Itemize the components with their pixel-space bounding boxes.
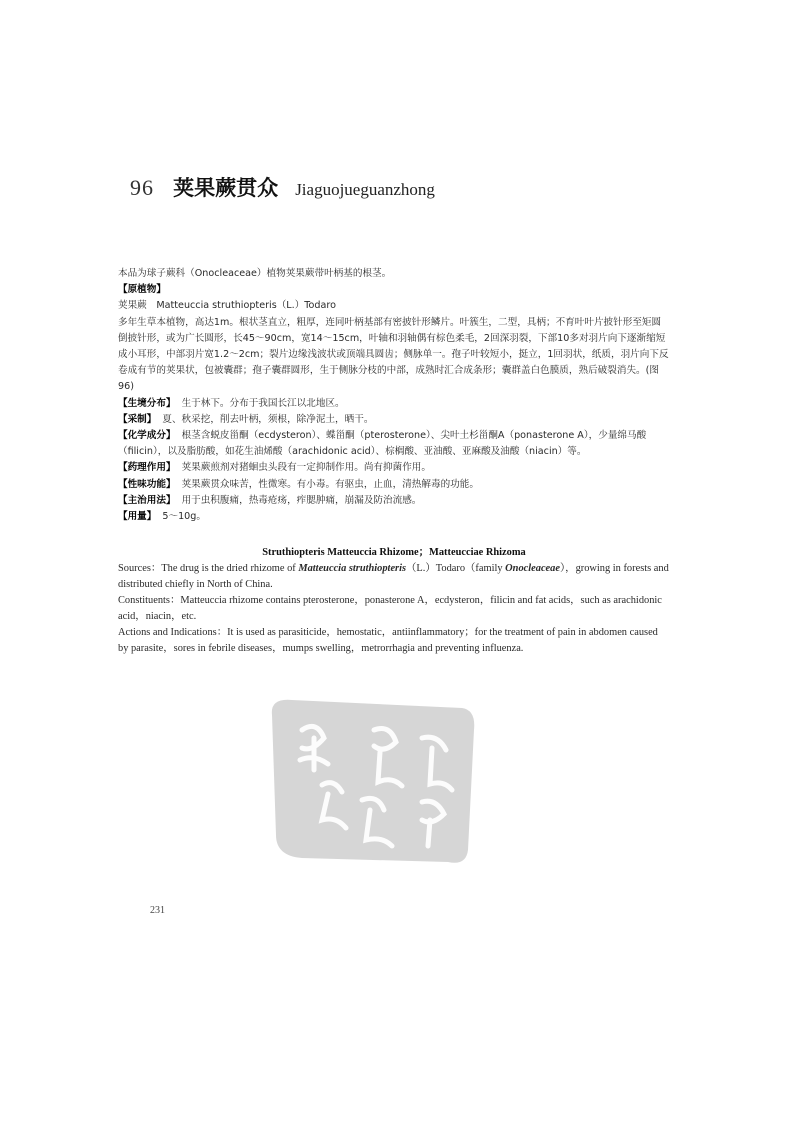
section-heading: 【性味功能】	[118, 478, 176, 490]
section-heading: 【原植物】	[118, 284, 166, 296]
sources-text: Sources：The drug is the dried rhizome of	[118, 563, 299, 574]
entry-title-pinyin: Jiaguojueguanzhong	[295, 180, 435, 199]
section-heading: 【主治用法】	[118, 494, 176, 506]
section-habitat	[118, 396, 670, 412]
section-heading: 【生境分布】	[118, 397, 176, 409]
english-actions: Actions and Indications：It is used as parasiticide，hemostatic，antiinflammatory；for the treatment of pain in abdomen caused by parasite，sores in febrile diseases，mumps swelling，metrorrhagia and preventing influenza.	[118, 627, 658, 654]
section-heading: 【药理作用】	[118, 462, 176, 474]
page-number: 231	[150, 905, 165, 916]
section-text: 荚果蕨贯众味苦，性微寒。有小毒。有驱虫，止血，清热解毒的功能。	[181, 478, 479, 490]
plant-heading	[118, 282, 670, 298]
english-constituents: Constituents：Matteuccia rhizome contains pterosterone，ponasterone A，ecdysteron，filicin and fat acids，such as arachidonic acid，niacin，etc.	[118, 595, 662, 622]
seal-watermark-icon	[262, 690, 482, 870]
species-name: Matteuccia struthiopteris	[298, 563, 407, 574]
section-heading: 【用量】	[118, 511, 157, 523]
chapter-title	[130, 172, 690, 206]
english-sources	[118, 561, 670, 593]
section-collection	[118, 412, 670, 428]
section-text: 根茎含蜕皮甾酮（ecdysteron）、蝶甾酮（pterosterone）、尖叶土杉甾酮A（ponasterone A），少量绵马酸（filicin），以及脂肪酸，如花生油烯酸（arachidonic acid）、棕榈酸、亚油酸、亚麻酸及油酸（niacin）等。	[118, 430, 647, 458]
section-heading: 【采制】	[118, 413, 157, 425]
plant-description: 多年生草本植物，高达1m。根状茎直立，粗厚，连同叶柄基部有密披针形鳞片。叶簇生，二型，具柄；不育叶叶片披针形至矩圆倒披针形，或为广长圆形，长45～90cm，宽14～15cm，叶轴和羽轴偶有棕色柔毛，2回深羽裂，下部10多对羽片向下逐渐缩短成小耳形，中部羽片宽1.2～2cm；裂片边缘浅波状或顶端具圆齿；侧脉单一。孢子叶较短小，挺立，1回羽状，纸质，羽片向下反卷成有节的荚果状，包被囊群；孢子囊群圆形，生于侧脉分枝的中部，成熟时汇合成条形；囊群盖白色膜质，熟后破裂消失。(图96)	[118, 316, 669, 393]
section-text: 夏、秋采挖，削去叶柄，须根，除净泥土，晒干。	[162, 413, 374, 425]
sources-text: （L.）Todaro（family	[406, 563, 506, 574]
entry-number: 96	[130, 175, 154, 200]
section-text: 5～10g。	[162, 511, 206, 523]
section-text: 荚果蕨煎剂对猪蛔虫头段有一定抑制作用。尚有抑菌作用。	[181, 462, 431, 474]
english-text-block	[118, 545, 670, 657]
family-name: Onocleaceae	[505, 563, 560, 574]
section-usage	[118, 493, 670, 509]
section-heading: 【化学成分】	[118, 430, 176, 442]
section-dosage	[118, 509, 670, 525]
section-chemistry	[118, 428, 670, 460]
intro-paragraph: 本品为球子蕨科（Onocleaceae）植物荚果蕨带叶柄基的根茎。	[118, 268, 392, 279]
section-text: 生于林下。分布于我国长江以北地区。	[181, 397, 345, 409]
plant-name: 荚果蕨 Matteuccia struthiopteris（L.）Todaro	[118, 300, 336, 312]
entry-title-chinese: 荚果蕨贯众	[173, 176, 279, 200]
section-text: 用于虫积腹痛，热毒疮疡，痄腮肿痛，崩漏及防治流感。	[181, 494, 422, 506]
sources-text: ），growing in forests and distributed chiefly in North of China.	[118, 563, 669, 590]
chinese-text-block	[118, 266, 670, 525]
section-properties	[118, 477, 670, 493]
english-title: Struthiopteris Matteuccia Rhizome；Matteucciae Rhizoma	[262, 547, 526, 558]
section-pharmacology	[118, 460, 670, 476]
